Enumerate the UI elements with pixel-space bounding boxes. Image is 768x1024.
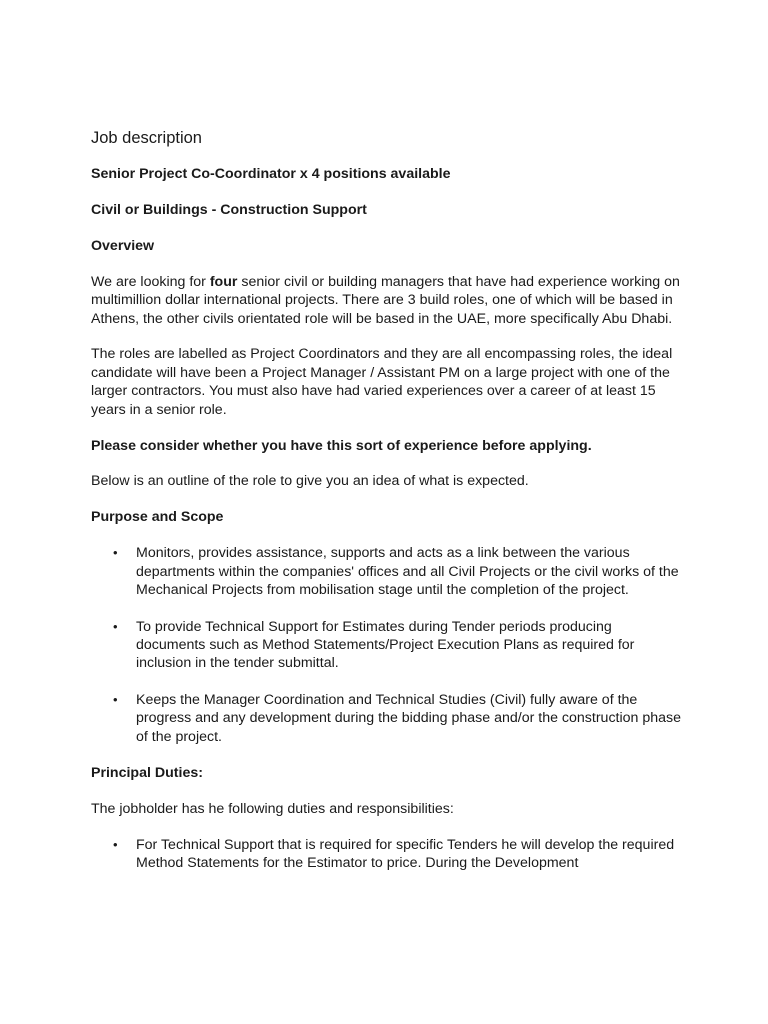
bullet-icon: • [113,545,118,561]
overview-paragraph-2: The roles are labelled as Project Coordinators and they are all encompassing roles, the ideal candidate will have been a Project Manager / Assistant PM on a large project with one of the larger contractors. You must also have had varied experiences over a career of at least 15 years in a senior role. [91,346,673,418]
list-item [91,544,681,599]
outline-intro: Below is an outline of the role to give you an idea of what is expected. [91,473,529,490]
list-item-text: For Technical Support that is required for specific Tenders he will develop the required Method Statements for the Estimator to price. During the Development [136,836,675,872]
duties-intro: The jobholder has he following duties and responsibilities: [91,800,454,817]
position-heading: Senior Project Co-Coordinator x 4 positions available [91,166,451,182]
duties-heading: Principal Duties: [91,764,203,781]
overview-text-after: senior civil or building managers that have had experience working on multimillion dollar international projects. There are 3 build roles, one of which will be based in Athens, the other civils orientated role will be based in the UAE, more specifically Abu Dhabi. [91,273,680,327]
bullet-icon: • [113,618,118,634]
overview-emphasis: four [209,273,238,290]
list-item [91,691,681,746]
list-item [91,618,681,673]
duties-list [91,836,681,873]
document-body [91,127,681,891]
page-title: Job description [91,129,202,147]
purpose-heading: Purpose and Scope [91,509,224,526]
overview-heading: Overview [91,237,155,254]
list-item-text: Keeps the Manager Coordination and Technical Studies (Civil) fully aware of the progress and any development during the bidding phase and/or the construction phase of the project. [136,691,682,745]
bullet-icon: • [113,836,118,852]
overview-paragraph-1 [91,273,681,328]
list-item-text: To provide Technical Support for Estimates during Tender periods producing documents such as Method Statements/Project Execution Plans as required for inclusion in the tender submittal. [136,618,635,672]
list-item [91,836,681,873]
consider-note: Please consider whether you have this sort of experience before applying. [91,437,592,454]
overview-text-before: We are looking for [91,273,210,290]
purpose-list [91,544,681,746]
department-heading: Civil or Buildings - Construction Support [91,201,367,218]
list-item-text: Monitors, provides assistance, supports and acts as a link between the various departments within the companies' offices and all Civil Projects or the civil works of the Mechanical Projects from mobilisation stage until the completion of the project. [136,545,679,599]
bullet-icon: • [113,691,118,707]
